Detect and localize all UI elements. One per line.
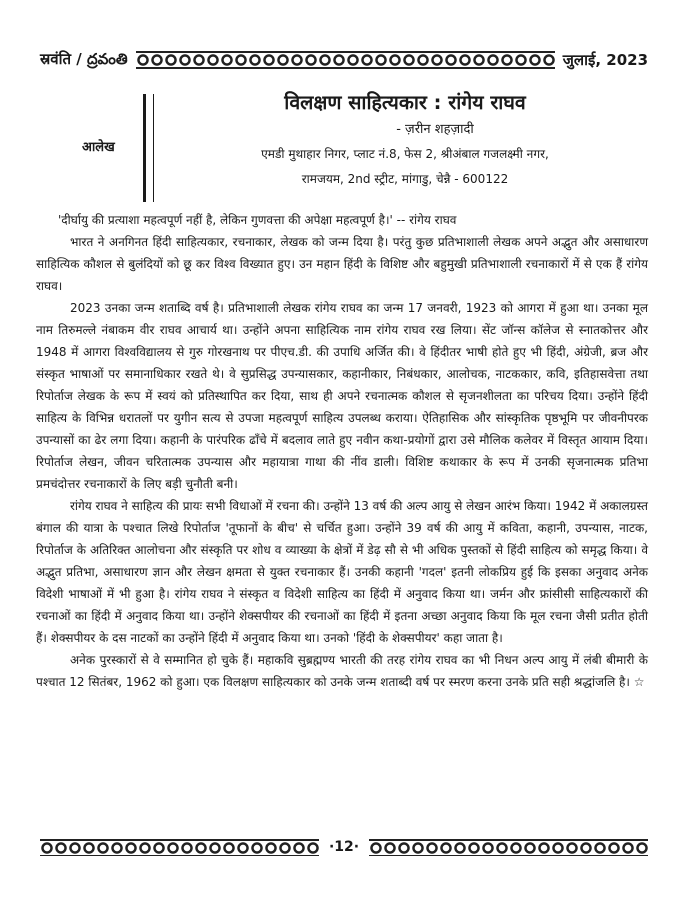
article-heading (160, 88, 650, 192)
paragraph: अनेक पुरस्कारों से वे सम्मानित हो चुके हैं। महाकवि सुब्रह्मण्य भारती की तरह रांगेय राघव का भी निधन अल्प आयु में लंबी बीमारी के पश्चात 12 सितंबर, 1962 को हुआ। एक विलक्षण साहित्यकार को उनके जन्म शताब्दी वर्ष पर स्मरण करना उनके प्रति सही श्रद्धांजलि है। ☆ (36, 653, 648, 689)
article-title: विलक्षण साहित्यकार : रांगेय राघव (284, 91, 526, 114)
issue-date: जुलाई, 2023 (562, 51, 648, 69)
footer-ornament-right (369, 838, 648, 856)
article-body (36, 209, 648, 693)
author-address-line-1: एमडी मुथाहार निगर, प्लाट नं.8, फेस 2, श्रीअंबाल गजलक्ष्मी नगर, (261, 147, 549, 161)
page-footer (40, 836, 648, 858)
opening-quote: 'दीर्घायु की प्रत्याशा महत्वपूर्ण नहीं है, लेकिन गुणवत्ता की अपेक्षा महत्वपूर्ण है।' -- रांगेय राघव (58, 213, 457, 227)
vertical-divider (143, 94, 154, 202)
author-address-line-2: रामजयम, 2nd स्ट्रीट, मांगाडु, चेन्नै - 600122 (301, 172, 509, 186)
paragraph: भारत ने अनगिनत हिंदी साहित्यकार, रचनाकार, लेखक को जन्म दिया है। परंतु कुछ प्रतिभाशाली लेखक अपने अद्भुत और असाधारण साहित्यिक कौशल से बुलंदियों को छू कर विश्व विख्यात हुए। उन महान हिंदी के विशिष्ट और बहुमुखी प्रतिभाशाली रचनाकारों में से एक हैं रांगेय राघव। (36, 235, 648, 293)
section-label: आलेख (82, 140, 115, 155)
footer-ornament-left (40, 838, 319, 856)
article-author: - ज़रीन शहज़ादी (396, 122, 474, 137)
paragraph: 2023 उनका जन्म शताब्दि वर्ष है। प्रतिभाशाली लेखक रांगेय राघव का जन्म 17 जनवरी, 1923 को आगरा में हुआ था। उनका मूल नाम तिरुमल्ले नंबाकम वीर राघव आचार्य था। उन्होंने अपना साहित्यिक नाम रांगेय राघव रख लिया। सेंट जॉन्स कॉलेज से स्नातकोत्तर और 1948 में आगरा विश्वविद्यालय से गुरु गोरखनाथ पर पीएच.डी. की उपाधि अर्जित की। वे हिंदीतर भाषी होते हुए भी हिंदी, अंग्रेजी, ब्रज और संस्कृत भाषाओं पर समानाधिकार रखते थे। वे सुप्रसिद्ध उपन्यासकार, कहानीकार, निबंधकार, आलोचक, नाटककार, कवि, इतिहासवेत्ता तथा रिपोर्ताज लेखक के रूप में स्वयं को प्रतिस्थापित कर दिया, साथ ही अपने रचनात्मक कौशल से सृजनशीलता का परिचय दिया। उन्होंने हिंदी साहित्य के विभिन्न धरातलों पर युगीन सत्य से उपजा महत्वपूर्ण साहित्य उपलब्ध कराया। ऐतिहासिक और सांस्कृतिक पृष्ठभूमि पर जीवनीपरक उपन्यासों का ढेर लगा दिया। कहानी के पारंपरिक ढाँचे में बदलाव लाते हुए नवीन कथा-प्रयोगों द्वारा उसे मौलिक कलेवर में विस्तृत आयाम दिया। रिपोर्ताज लेखन, जीवन चरितात्मक उपन्यास और महायात्रा गाथा की नींव डाली। विशिष्ट कथाकार के रूप में उनकी सृजनात्मक प्रतिभा प्रमचंदोत्तर रचनाकारों के लिए बड़ी चुनौती बनी। (36, 301, 648, 491)
publication-name: स्रवंति / ద్రవంతి (40, 49, 128, 68)
header-ornament-border (136, 50, 555, 70)
page-number: ·12· (328, 839, 360, 855)
paragraph: रांगेय राघव ने साहित्य की प्रायः सभी विधाओं में रचना की। उन्होंने 13 वर्ष की अल्प आयु से लेखन आरंभ किया। 1942 में अकालग्रस्त बंगाल की यात्रा के पश्चात लिखे रिपोर्ताज 'तूफानों के बीच' से चर्चित हुआ। उन्होंने 39 वर्ष की आयु में कविता, कहानी, उपन्यास, नाटक, रिपोर्ताज के अतिरिक्त आलोचना और संस्कृति पर शोध व व्याख्या के क्षेत्रों में डेढ़ सौ से भी अधिक पुस्तकों से हिंदी साहित्य को समृद्ध किया। वे अद्भुत प्रतिभा, असाधारण ज्ञान और लेखन क्षमता से युक्त रचनाकार हैं। उनकी कहानी 'गदल' इतनी लोकप्रिय हुई कि इसका अनुवाद अनेक विदेशी भाषाओं में भी हुआ है। रांगेय राघव ने संस्कृत व विदेशी साहित्य का हिंदी में अनुवाद किया था। जर्मन और फ्रांसीसी साहित्यकारों की रचनाओं का हिंदी में अनुवाद किया था। उन्होंने शेक्सपीयर की रचनाओं का हिंदी में इतना अच्छा अनुवाद किया कि मूल रचना जैसी प्रतीत होती हैं। शेक्सपीयर के दस नाटकों का उन्होंने हिंदी में अनुवाद किया था। उनको 'हिंदी के शेक्सपीयर' कहा जाता है। (36, 499, 648, 645)
page-header (40, 44, 648, 76)
